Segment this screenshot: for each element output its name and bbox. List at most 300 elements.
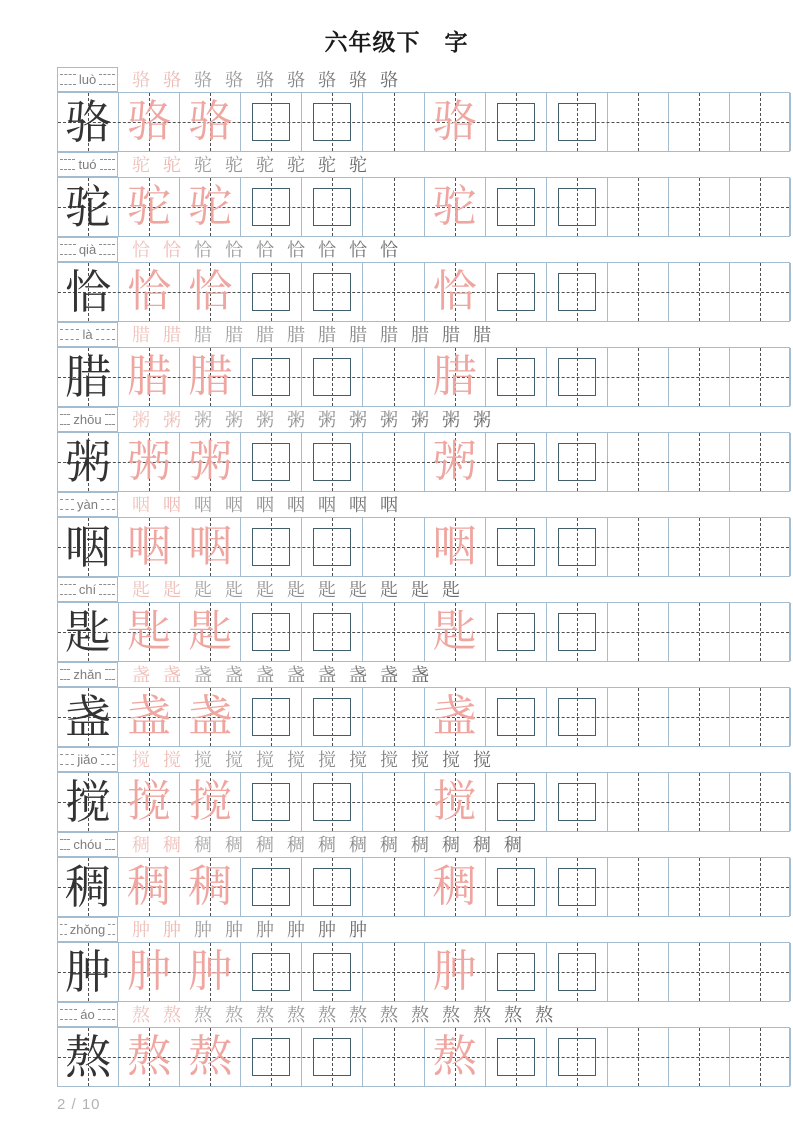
inner-box (313, 103, 351, 141)
empty-practice-cell (730, 858, 791, 916)
stroke-step: 熬 (318, 1004, 336, 1025)
trace-char: 熬 (188, 1032, 233, 1081)
pinyin-label: luò (78, 72, 97, 87)
trace-char-cell (425, 688, 486, 746)
pinyin-box (57, 832, 118, 857)
trace-char: 驼 (188, 182, 233, 231)
stroke-step: 腊 (225, 324, 243, 345)
inner-box-cell (547, 1028, 608, 1086)
inner-box (497, 188, 535, 226)
stroke-step: 搅 (225, 749, 243, 770)
stroke-step: 匙 (380, 579, 398, 600)
inner-box-cell (302, 1028, 363, 1086)
stroke-order-strip (118, 67, 790, 92)
inner-box (252, 613, 290, 651)
empty-practice-cell (608, 518, 669, 576)
trace-char-cell (119, 688, 180, 746)
pinyin-label: yàn (77, 497, 98, 512)
inner-box (313, 868, 351, 906)
stroke-step: 熬 (473, 1004, 491, 1025)
pinyin-label: zhǒng (69, 922, 106, 937)
inner-box (252, 1038, 290, 1076)
inner-box (497, 443, 535, 481)
inner-box (252, 528, 290, 566)
inner-box (313, 443, 351, 481)
stroke-step: 熬 (256, 1004, 274, 1025)
stroke-step: 腊 (442, 324, 460, 345)
inner-box-cell (302, 348, 363, 406)
model-char-cell (58, 433, 119, 491)
empty-practice-cell (669, 518, 730, 576)
model-char: 搅 (65, 776, 112, 828)
stroke-step: 腊 (318, 324, 336, 345)
model-char: 咽 (65, 521, 112, 573)
trace-char: 稠 (188, 862, 233, 911)
stroke-step: 咽 (194, 494, 212, 515)
stroke-order-strip (118, 492, 790, 517)
inner-box-cell (547, 603, 608, 661)
inner-box (497, 698, 535, 736)
stroke-step: 骆 (349, 69, 367, 90)
row-header (57, 577, 790, 602)
trace-char: 骆 (432, 97, 477, 146)
stroke-step: 熬 (380, 1004, 398, 1025)
char-row (57, 662, 790, 747)
stroke-step: 腊 (256, 324, 274, 345)
trace-char-cell (180, 518, 241, 576)
empty-practice-cell (608, 1028, 669, 1086)
inner-box-cell (547, 858, 608, 916)
trace-char: 腊 (127, 352, 172, 401)
char-row (57, 747, 790, 832)
inner-box-cell (486, 688, 547, 746)
stroke-step: 稠 (349, 834, 367, 855)
empty-practice-cell (363, 348, 424, 406)
trace-char-cell (180, 773, 241, 831)
stroke-step: 粥 (411, 409, 429, 430)
empty-practice-cell (730, 773, 791, 831)
stroke-step: 熬 (287, 1004, 305, 1025)
char-row (57, 832, 790, 917)
inner-box-cell (547, 93, 608, 151)
stroke-step: 搅 (473, 749, 491, 770)
stroke-step: 骆 (380, 69, 398, 90)
inner-box (313, 188, 351, 226)
inner-box (313, 528, 351, 566)
trace-char-cell (425, 178, 486, 236)
stroke-step: 腊 (194, 324, 212, 345)
pinyin-label: áo (80, 1007, 95, 1022)
stroke-step: 匙 (132, 579, 150, 600)
stroke-step: 肿 (132, 919, 150, 940)
trace-char-cell (119, 263, 180, 321)
inner-box-cell (241, 773, 302, 831)
inner-box-cell (547, 178, 608, 236)
inner-box-cell (486, 603, 547, 661)
trace-char-cell (119, 93, 180, 151)
stroke-order-strip (118, 917, 790, 942)
inner-box-cell (302, 603, 363, 661)
model-char: 匙 (65, 606, 112, 658)
empty-practice-cell (730, 688, 791, 746)
row-header (57, 1002, 790, 1027)
stroke-step: 粥 (442, 409, 460, 430)
model-char: 粥 (65, 436, 112, 488)
pinyin-box (57, 492, 118, 517)
stroke-step: 盏 (411, 664, 429, 685)
stroke-step: 咽 (132, 494, 150, 515)
empty-practice-cell (363, 93, 424, 151)
empty-practice-cell (730, 433, 791, 491)
trace-char: 粥 (188, 437, 233, 486)
page-title: 六年级下 字 (324, 29, 469, 55)
stroke-step: 咽 (256, 494, 274, 515)
stroke-step: 熬 (132, 1004, 150, 1025)
practice-row (57, 177, 790, 237)
pinyin-box (57, 67, 118, 92)
stroke-step: 熬 (442, 1004, 460, 1025)
stroke-step: 粥 (349, 409, 367, 430)
inner-box-cell (241, 518, 302, 576)
trace-char-cell (119, 603, 180, 661)
empty-practice-cell (669, 858, 730, 916)
inner-box (497, 528, 535, 566)
stroke-step: 骆 (256, 69, 274, 90)
inner-box-cell (241, 348, 302, 406)
stroke-step: 粥 (473, 409, 491, 430)
inner-box-cell (547, 263, 608, 321)
char-row (57, 152, 790, 237)
row-header (57, 492, 790, 517)
stroke-step: 咽 (380, 494, 398, 515)
stroke-step: 肿 (287, 919, 305, 940)
stroke-order-strip (118, 237, 790, 262)
model-char-cell (58, 178, 119, 236)
char-row (57, 577, 790, 662)
row-header (57, 747, 790, 772)
model-char-cell (58, 93, 119, 151)
practice-row (57, 1027, 790, 1087)
stroke-step: 熬 (194, 1004, 212, 1025)
practice-row (57, 92, 790, 152)
empty-practice-cell (730, 348, 791, 406)
model-char: 肿 (65, 946, 112, 998)
inner-box-cell (302, 178, 363, 236)
stroke-step: 驼 (318, 154, 336, 175)
model-char-cell (58, 603, 119, 661)
stroke-step: 盏 (349, 664, 367, 685)
inner-box (558, 1038, 596, 1076)
trace-char-cell (425, 943, 486, 1001)
stroke-step: 搅 (163, 749, 181, 770)
stroke-step: 咽 (349, 494, 367, 515)
stroke-step: 骆 (287, 69, 305, 90)
inner-box (497, 103, 535, 141)
trace-char-cell (180, 263, 241, 321)
pinyin-label: zhǎn (73, 667, 102, 682)
stroke-step: 搅 (318, 749, 336, 770)
stroke-order-strip (118, 1002, 790, 1027)
trace-char-cell (425, 93, 486, 151)
trace-char-cell (180, 688, 241, 746)
model-char: 恰 (65, 266, 112, 318)
stroke-step: 稠 (380, 834, 398, 855)
stroke-step: 匙 (287, 579, 305, 600)
trace-char-cell (180, 93, 241, 151)
empty-practice-cell (730, 263, 791, 321)
stroke-step: 恰 (132, 239, 150, 260)
practice-row (57, 517, 790, 577)
page-number: 2 / 10 (57, 1096, 101, 1113)
char-row (57, 917, 790, 1002)
stroke-order-strip (118, 747, 790, 772)
stroke-step: 熬 (225, 1004, 243, 1025)
inner-box-cell (486, 433, 547, 491)
inner-box-cell (547, 433, 608, 491)
practice-row (57, 942, 790, 1002)
model-char-cell (58, 688, 119, 746)
trace-char-cell (119, 348, 180, 406)
empty-practice-cell (669, 348, 730, 406)
pinyin-label: chóu (73, 837, 102, 852)
stroke-step: 驼 (225, 154, 243, 175)
empty-practice-cell (730, 943, 791, 1001)
empty-practice-cell (669, 263, 730, 321)
empty-practice-cell (363, 603, 424, 661)
stroke-step: 匙 (256, 579, 274, 600)
stroke-step: 恰 (194, 239, 212, 260)
stroke-step: 稠 (163, 834, 181, 855)
stroke-step: 盏 (380, 664, 398, 685)
stroke-step: 恰 (349, 239, 367, 260)
stroke-step: 搅 (442, 749, 460, 770)
inner-box-cell (486, 858, 547, 916)
inner-box-cell (241, 178, 302, 236)
stroke-step: 稠 (411, 834, 429, 855)
stroke-step: 粥 (318, 409, 336, 430)
stroke-step: 驼 (349, 154, 367, 175)
empty-practice-cell (363, 943, 424, 1001)
stroke-step: 腊 (163, 324, 181, 345)
inner-box (497, 613, 535, 651)
stroke-step: 腊 (380, 324, 398, 345)
inner-box-cell (302, 93, 363, 151)
trace-char-cell (425, 1028, 486, 1086)
trace-char-cell (119, 433, 180, 491)
empty-practice-cell (669, 773, 730, 831)
stroke-step: 驼 (163, 154, 181, 175)
trace-char: 搅 (127, 777, 172, 826)
worksheet-grid (57, 67, 790, 1087)
stroke-step: 粥 (132, 409, 150, 430)
trace-char: 匙 (432, 607, 477, 656)
practice-row (57, 262, 790, 322)
stroke-step: 盏 (132, 664, 150, 685)
trace-char: 恰 (188, 267, 233, 316)
inner-box (558, 528, 596, 566)
inner-box (558, 358, 596, 396)
stroke-step: 盏 (256, 664, 274, 685)
stroke-step: 盏 (318, 664, 336, 685)
inner-box-cell (486, 263, 547, 321)
trace-char-cell (425, 603, 486, 661)
stroke-step: 恰 (256, 239, 274, 260)
inner-box (252, 443, 290, 481)
stroke-order-strip (118, 407, 790, 432)
stroke-step: 腊 (132, 324, 150, 345)
trace-char: 盏 (127, 692, 172, 741)
stroke-step: 咽 (318, 494, 336, 515)
stroke-step: 盏 (163, 664, 181, 685)
empty-practice-cell (363, 178, 424, 236)
stroke-step: 熬 (411, 1004, 429, 1025)
stroke-step: 搅 (380, 749, 398, 770)
inner-box (497, 783, 535, 821)
pinyin-box (57, 662, 118, 687)
inner-box (313, 953, 351, 991)
trace-char: 稠 (127, 862, 172, 911)
stroke-step: 盏 (287, 664, 305, 685)
trace-char-cell (119, 518, 180, 576)
trace-char: 咽 (127, 522, 172, 571)
inner-box-cell (486, 178, 547, 236)
inner-box-cell (486, 518, 547, 576)
inner-box (497, 868, 535, 906)
practice-row (57, 857, 790, 917)
stroke-step: 搅 (194, 749, 212, 770)
stroke-step: 驼 (194, 154, 212, 175)
empty-practice-cell (669, 603, 730, 661)
pinyin-box (57, 152, 118, 177)
empty-practice-cell (669, 178, 730, 236)
inner-box-cell (241, 858, 302, 916)
char-row (57, 407, 790, 492)
model-char: 腊 (65, 351, 112, 403)
stroke-step: 稠 (473, 834, 491, 855)
stroke-step: 稠 (442, 834, 460, 855)
stroke-step: 腊 (349, 324, 367, 345)
row-header (57, 917, 790, 942)
inner-box (252, 103, 290, 141)
stroke-step: 肿 (225, 919, 243, 940)
inner-box-cell (241, 688, 302, 746)
stroke-step: 腊 (411, 324, 429, 345)
row-header (57, 662, 790, 687)
stroke-step: 搅 (256, 749, 274, 770)
trace-char: 搅 (432, 777, 477, 826)
stroke-step: 稠 (132, 834, 150, 855)
pinyin-box (57, 407, 118, 432)
trace-char: 粥 (432, 437, 477, 486)
model-char-cell (58, 263, 119, 321)
empty-practice-cell (608, 93, 669, 151)
trace-char-cell (425, 433, 486, 491)
pinyin-box (57, 322, 118, 347)
inner-box-cell (241, 93, 302, 151)
trace-char: 恰 (432, 267, 477, 316)
row-header (57, 67, 790, 92)
inner-box (252, 783, 290, 821)
inner-box-cell (486, 943, 547, 1001)
stroke-step: 肿 (163, 919, 181, 940)
stroke-step: 匙 (225, 579, 243, 600)
char-row (57, 1002, 790, 1087)
trace-char-cell (180, 858, 241, 916)
stroke-step: 肿 (318, 919, 336, 940)
stroke-step: 粥 (380, 409, 398, 430)
trace-char-cell (425, 858, 486, 916)
empty-practice-cell (730, 93, 791, 151)
trace-char: 肿 (432, 947, 477, 996)
practice-row (57, 772, 790, 832)
char-row (57, 237, 790, 322)
empty-practice-cell (363, 773, 424, 831)
char-row (57, 322, 790, 407)
stroke-step: 粥 (163, 409, 181, 430)
trace-char-cell (425, 773, 486, 831)
empty-practice-cell (669, 688, 730, 746)
pinyin-box (57, 237, 118, 262)
pinyin-label: zhōu (73, 412, 102, 427)
empty-practice-cell (363, 688, 424, 746)
trace-char: 盏 (188, 692, 233, 741)
inner-box (313, 273, 351, 311)
stroke-step: 搅 (287, 749, 305, 770)
stroke-step: 稠 (194, 834, 212, 855)
stroke-step: 稠 (287, 834, 305, 855)
inner-box (558, 443, 596, 481)
model-char-cell (58, 348, 119, 406)
pinyin-label: jiǎo (77, 752, 98, 767)
stroke-step: 恰 (380, 239, 398, 260)
inner-box-cell (547, 943, 608, 1001)
pinyin-label: qià (78, 242, 97, 257)
inner-box (252, 273, 290, 311)
stroke-step: 驼 (256, 154, 274, 175)
inner-box (497, 1038, 535, 1076)
inner-box-cell (547, 518, 608, 576)
stroke-step: 驼 (287, 154, 305, 175)
stroke-order-strip (118, 577, 790, 602)
trace-char-cell (180, 178, 241, 236)
empty-practice-cell (363, 1028, 424, 1086)
trace-char: 匙 (188, 607, 233, 656)
stroke-step: 盏 (194, 664, 212, 685)
empty-practice-cell (730, 1028, 791, 1086)
practice-row (57, 687, 790, 747)
inner-box-cell (486, 1028, 547, 1086)
pinyin-box (57, 917, 118, 942)
trace-char-cell (180, 348, 241, 406)
inner-box-cell (241, 1028, 302, 1086)
model-char-cell (58, 518, 119, 576)
inner-box (252, 698, 290, 736)
trace-char: 咽 (188, 522, 233, 571)
inner-box-cell (302, 773, 363, 831)
trace-char: 熬 (127, 1032, 172, 1081)
stroke-step: 骆 (194, 69, 212, 90)
trace-char-cell (180, 1028, 241, 1086)
stroke-step: 骆 (132, 69, 150, 90)
inner-box (313, 613, 351, 651)
inner-box-cell (486, 773, 547, 831)
empty-practice-cell (730, 518, 791, 576)
inner-box-cell (302, 688, 363, 746)
pinyin-label: là (82, 327, 93, 342)
pinyin-box (57, 1002, 118, 1027)
stroke-step: 搅 (411, 749, 429, 770)
empty-practice-cell (608, 263, 669, 321)
